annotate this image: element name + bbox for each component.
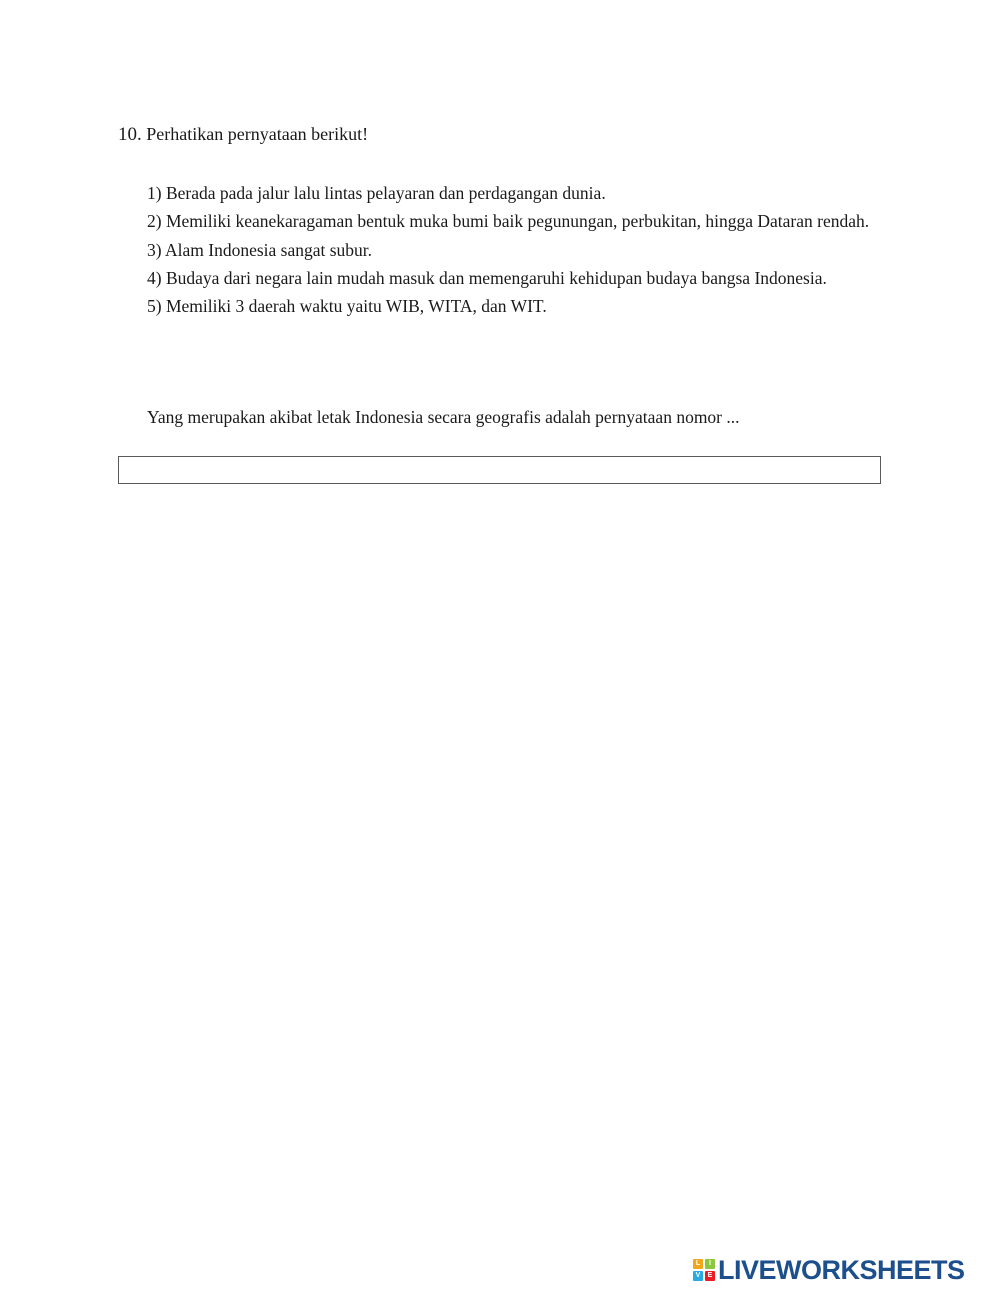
statement-item: 3) Alam Indonesia sangat subur. bbox=[147, 239, 373, 260]
statement-item: 5) Memiliki 3 daerah waktu yaitu WIB, WITA, dan WIT. bbox=[147, 296, 547, 317]
question-heading bbox=[118, 122, 368, 147]
question-number: 10. bbox=[118, 124, 142, 145]
logo-letter: E bbox=[705, 1271, 715, 1281]
logo-text: LIVEWORKSHEETS bbox=[718, 1255, 965, 1285]
logo-mark-icon bbox=[693, 1259, 715, 1281]
answer-input[interactable] bbox=[118, 456, 881, 484]
logo-letter: V bbox=[693, 1271, 703, 1281]
logo-letter: I bbox=[705, 1259, 715, 1269]
logo-letter: L bbox=[693, 1259, 703, 1269]
statement-list bbox=[147, 179, 887, 320]
question-title: Perhatikan pernyataan berikut! bbox=[146, 124, 369, 144]
statement-item: 2) Memiliki keanekaragaman bentuk muka bumi baik pegunungan, perbukitan, hingga Dataran rendah. bbox=[147, 211, 870, 232]
statement-item: 4) Budaya dari negara lain mudah masuk dan memengaruhi kehidupan budaya bangsa Indonesia. bbox=[147, 267, 827, 288]
question-prompt: Yang merupakan akibat letak Indonesia secara geografis adalah pernyataan nomor ... bbox=[147, 407, 740, 427]
statement-item: 1) Berada pada jalur lalu lintas pelayaran dan perdagangan dunia. bbox=[147, 183, 606, 203]
liveworksheets-logo[interactable] bbox=[693, 1255, 965, 1285]
